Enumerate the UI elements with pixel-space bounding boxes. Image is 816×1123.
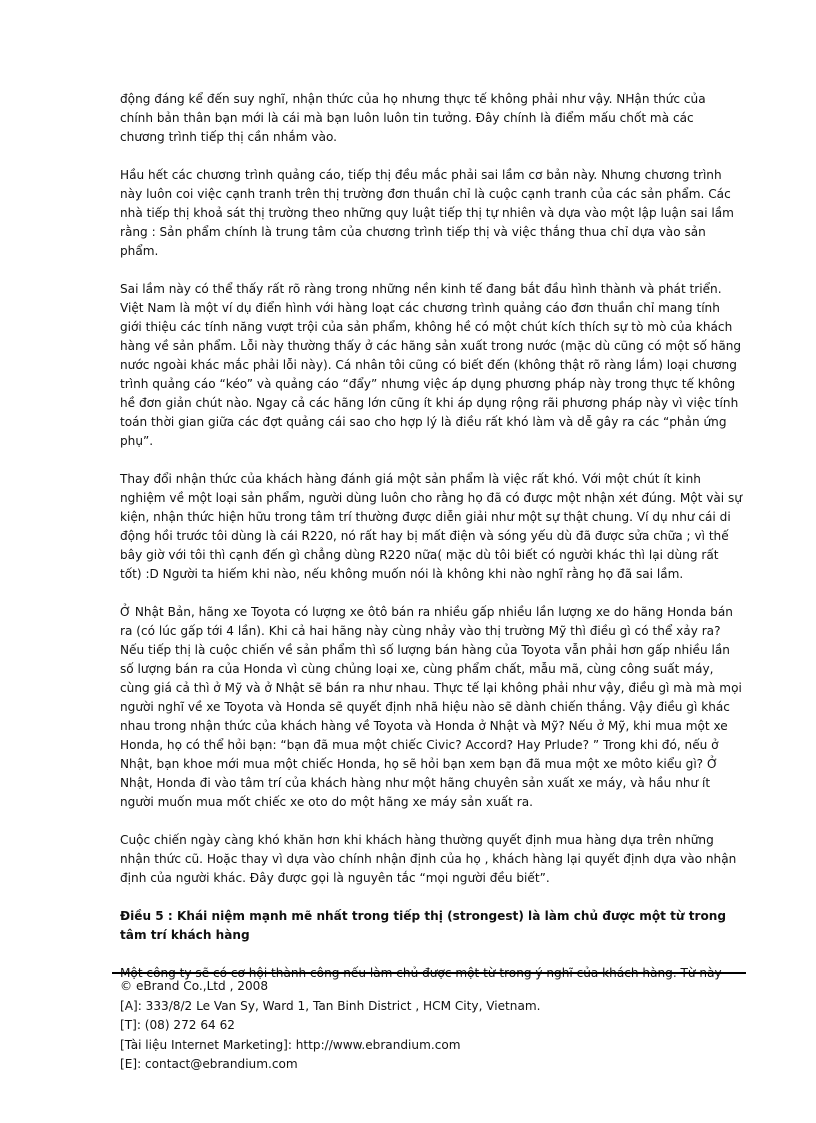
footer-divider <box>112 972 746 974</box>
page-footer <box>120 977 742 1075</box>
footer-copyright: © eBrand Co.,Ltd , 2008 <box>120 979 269 993</box>
paragraph-5: Ở Nhật Bản, hãng xe Toyota có lượng xe ôtô bán ra nhiều gấp nhiều lần lượng xe do hãng Honda bán ra (có lúc gấp tới 4 lần). Khi cả hai hãng này cùng nhảy vào thị trường Mỹ thì điều gì có thể xảy ra? Nếu tiếp thị là cuộc chiến về sản phẩm thì số lượng bán hàng của Toyota vẫn phải hơn gấp nhiều lần số lượng bán ra của Honda vì cùng chủng loại xe, cùng phẩm chất, mẫu mã, cùng công suất máy, cùng giá cả thì ở Mỹ và ở Nhật sẽ bán ra như nhau. Thực tế lại không phải như vậy, điều gì mà mà mọi người nghĩ về xe Toyota và Honda sẽ quyết định nhã hiệu nào sẽ dành chiến thắng. Vậy điều gì khác nhau trong nhận thức của khách hàng về Toyota và Honda ở Nhật và Mỹ? Nếu ở Mỹ, khi mua một xe Honda, họ có thể hỏi bạn: “bạn đã mua một chiếc Civic? Accord? Hay Prlude? ” Trong khi đó, nếu ở Nhật, bạn khoe mới mua một chiếc Honda, họ sẽ hỏi bạn xem bạn đã mua một xe môto kiểu gì? Ở Nhật, Honda đi vào tâm trí của khách hàng như một hãng chuyên sản xuất xe máy, và hầu như ít người muốn mua mốt chiếc xe oto do một hãng xe máy sản xuất ra. <box>120 605 742 809</box>
footer-email-link[interactable]: [E]: contact@ebrandium.com <box>120 1057 298 1071</box>
paragraph-6: Cuộc chiến ngày càng khó khăn hơn khi khách hàng thường quyết định mua hàng dựa trên những nhận thức cũ. Hoặc thay vì dựa vào chính nhận định của họ , khách hàng lại quyết định dựa vào nhận định của người khác. Đây được gọi là nguyên tắc “mọi người đều biết”. <box>120 833 737 885</box>
footer-address: [A]: 333/8/2 Le Van Sy, Ward 1, Tan Binh District , HCM City, Vietnam. <box>120 998 541 1013</box>
document-body <box>120 90 742 983</box>
paragraph-1: động đáng kể đến suy nghĩ, nhận thức của họ nhưng thực tế không phải như vậy. NHận thức của chính bản thân bạn mới là cái mà bạn luôn luôn tin tưởng. Đây chính là điểm mấu chốt mà các chương trình tiếp thị cần nhắm vào. <box>120 92 706 144</box>
paragraph-2: Hầu hết các chương trình quảng cáo, tiếp thị đều mắc phải sai lầm cơ bản này. Nhưng chương trình này luôn coi việc cạnh tranh trên thị trường đơn thuần chỉ là cuộc cạnh tranh của các sản phẩm. Các nhà tiếp thị khoả sát thị trường theo những quy luật tiếp thị tự nhiên và dựa vào một lập luận sai lầm rằng : Sản phẩm chính là trung tâm của chương trình tiếp thị và việc thắng thua chỉ dựa vào sản phẩm. <box>120 168 734 258</box>
footer-website-link[interactable]: [Tài liệu Internet Marketing]: http://www.ebrandium.com <box>120 1037 461 1052</box>
paragraph-4: Thay đổi nhận thức của khách hàng đánh giá một sản phẩm là việc rất khó. Với một chút ít kinh nghiệm về một loại sản phẩm, người dùng luôn cho rằng họ đã có được một nhận xét đúng. Một vài sự kiện, nhận thức hiện hữu trong tâm trí thường được diễn giải như một sự thật chung. Ví dụ như cái di động hồi trước tôi dùng là cái R220, nó rất hay bị mất điện và sóng yếu dù đã được sửa chữa ; vì thế bây giờ với tôi thì cạnh đến gì chẳng dùng R220 nữa( mặc dù tôi biết có người khác thì lại dùng rất tốt) :D Người ta hiếm khi nào, nếu không muốn nói là không khi nào nghĩ rằng họ đã sai lầm. <box>120 472 742 581</box>
paragraph-final: Một công ty sẽ có cơ hội thành công nếu làm chủ được một từ trong ý nghĩ của khách hàng. Từ này <box>120 966 722 980</box>
footer-phone: [T]: (08) 272 64 62 <box>120 1018 235 1032</box>
section-heading: Điều 5 : Khái niệm mạnh mẽ nhất trong tiếp thị (strongest) là làm chủ được một từ trong tâm trí khách hàng <box>120 909 727 942</box>
paragraph-3: Sai lầm này có thể thấy rất rõ ràng trong những nền kinh tế đang bắt đầu hình thành và phát triển. Việt Nam là một ví dụ điển hình với hàng loạt các chương trình quảng cáo đơn thuần chỉ mang tính giới thiệu các tính năng vượt trội của sản phẩm, không hề có một chút kích thích sự tò mò của khách hàng về sản phẩm. Lỗi này thường thấy ở các hãng sản xuất trong nước (mặc dù cũng có một số hãng nước ngoài khác mắc phải lỗi này). Cá nhân tôi cũng có biết đến (không thật rõ ràng lắm) loại chương trình quảng cáo “kéo” và quảng cáo “đẩy” nhưng việc áp dụng phương pháp này trong thực tế không hề đơn giản chút nào. Ngay cả các hãng lớn cũng ít khi áp dụng rộng rãi phương pháp này vì việc tính toán thời gian giữa các đợt quảng cái sao cho hợp lý là điều rất khó làm và dễ gây ra các “phản ứng phụ”. <box>120 282 742 448</box>
